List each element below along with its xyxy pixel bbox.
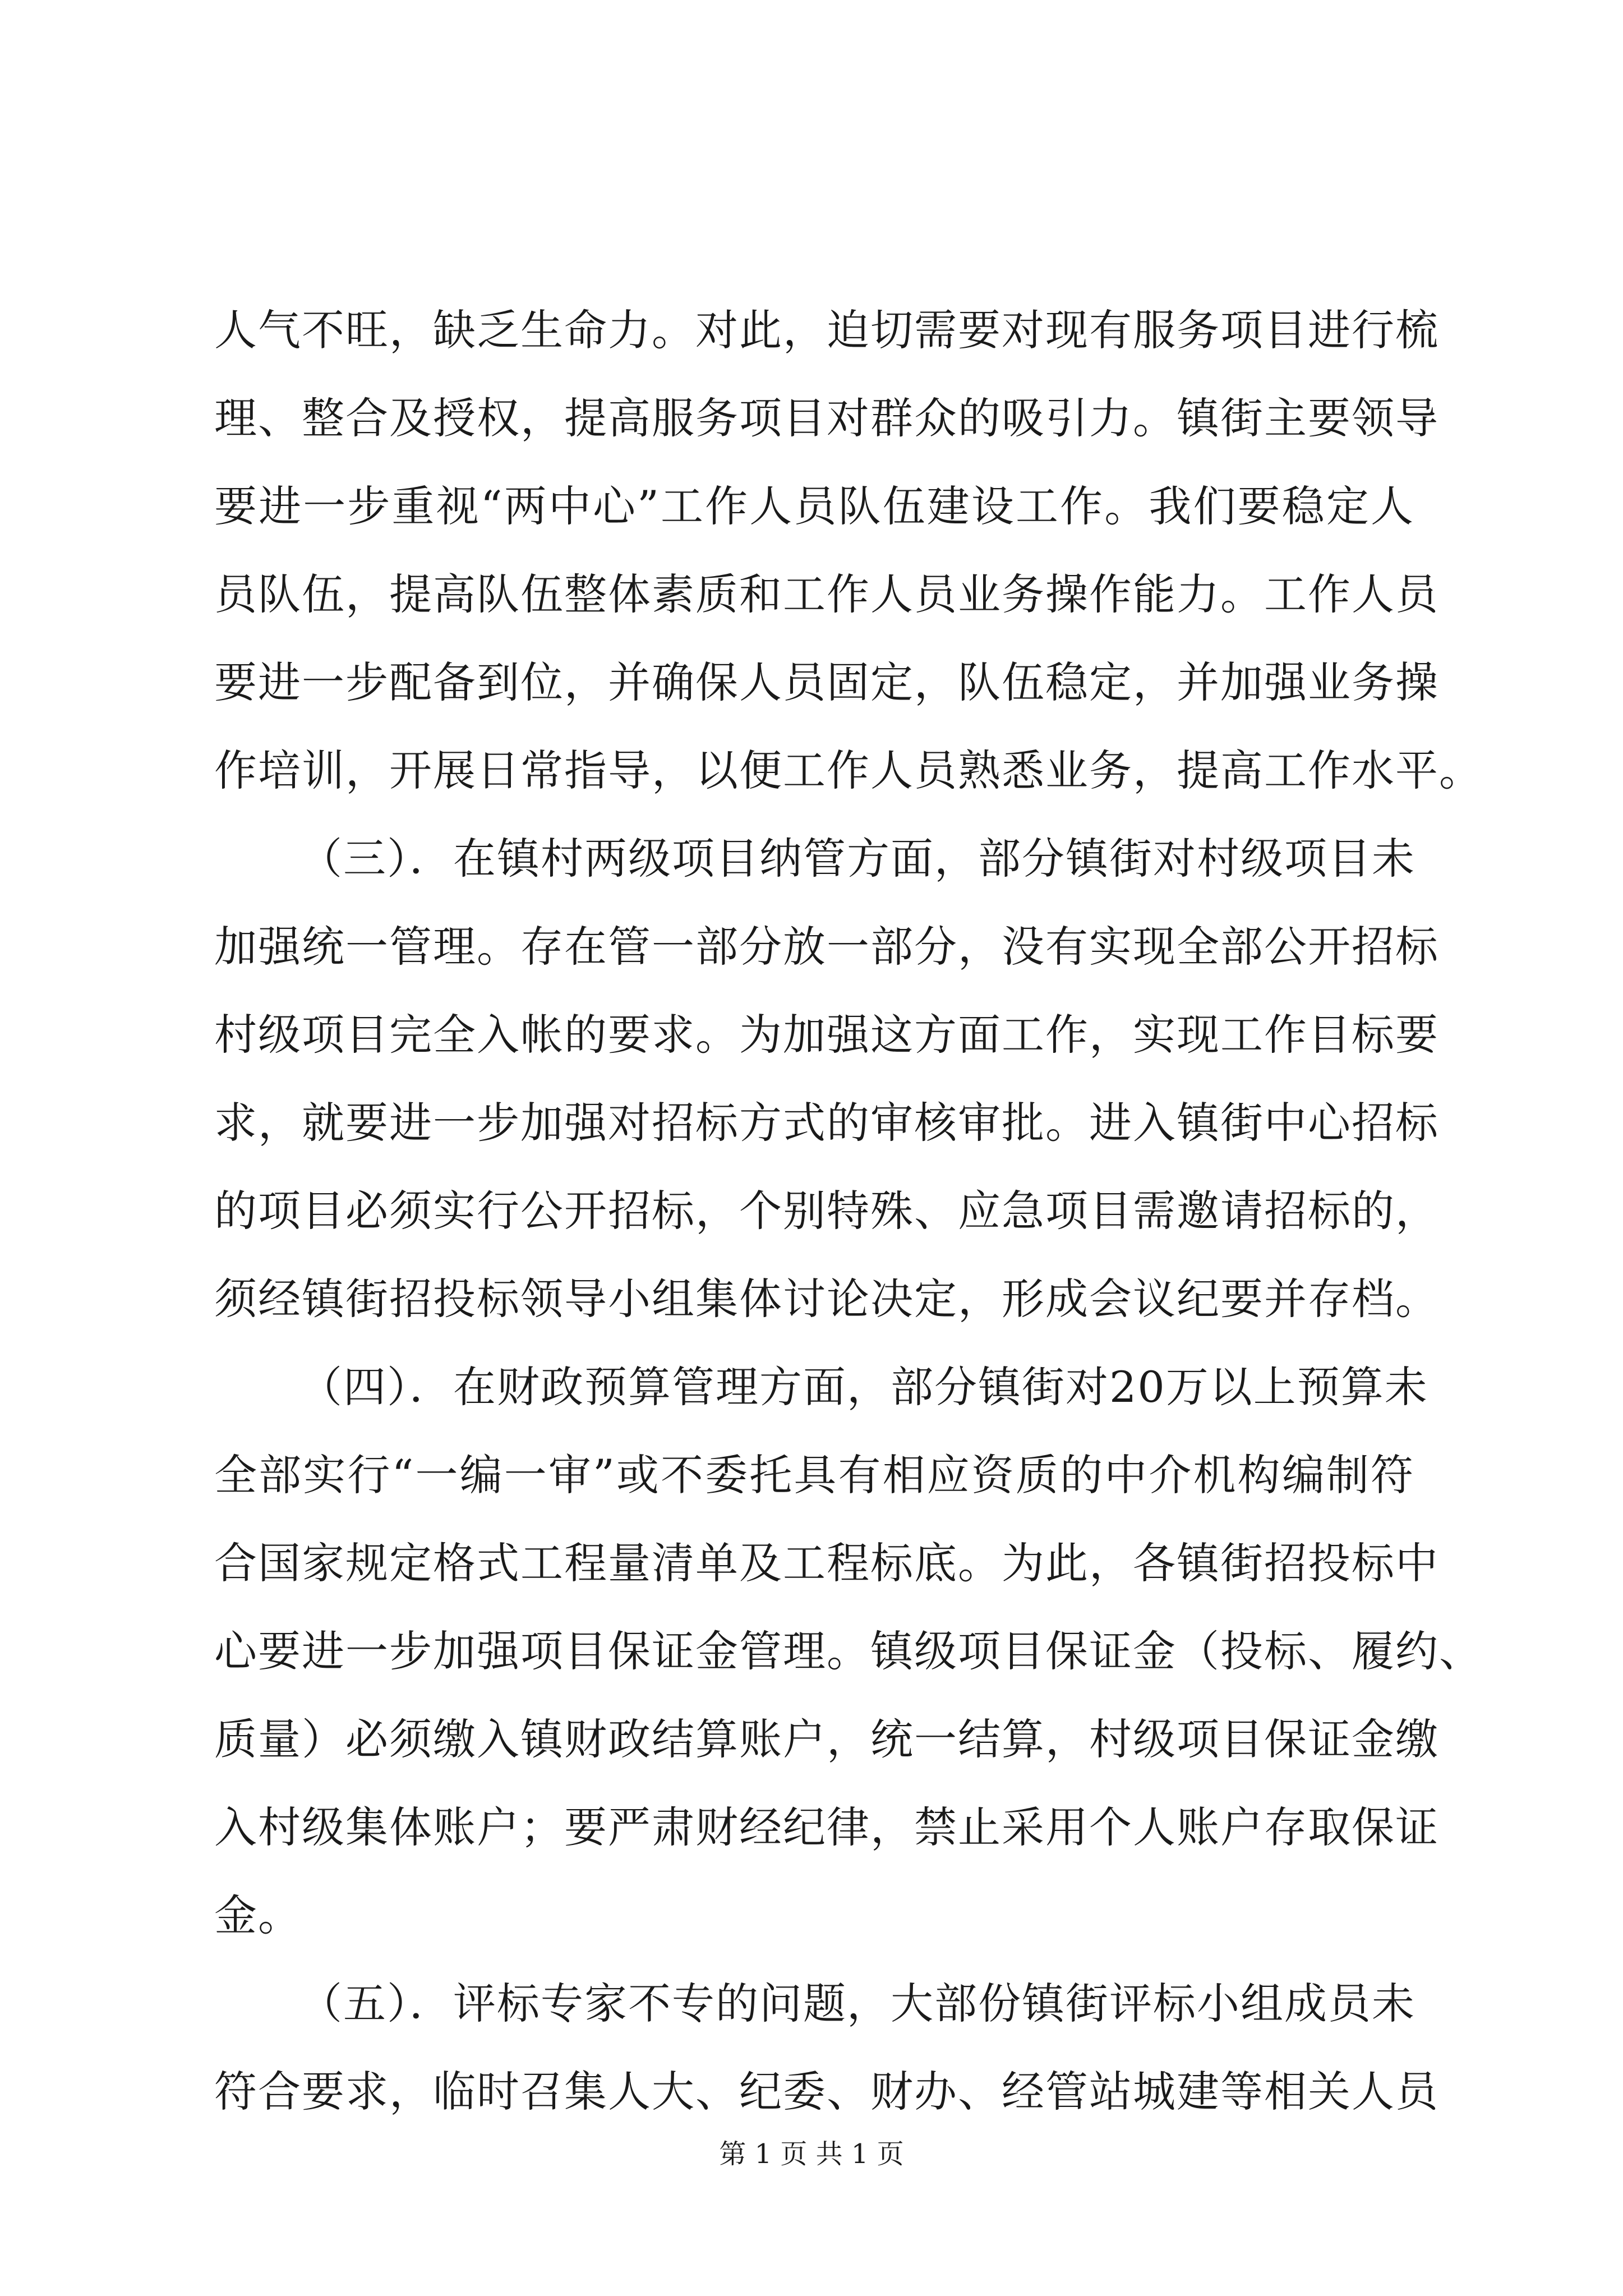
text-line: 人气不旺，缺乏生命力。对此，迫切需要对现有服务项目进行梳 <box>214 305 1439 355</box>
text-line: 要进一步重视“两中心”工作人员队伍建设工作。我们要稳定人 <box>214 481 1414 531</box>
text-line: 全部实行“一编一审”或不委托具有相应资质的中介机构编制符 <box>214 1450 1414 1500</box>
page-footer: 第 1 页 共 1 页 <box>719 2138 904 2170</box>
text-line: 员队伍，提高队伍整体素质和工作人员业务操作能力。工作人员 <box>214 569 1439 619</box>
text-line: 符合要求，临时召集人大、纪委、财办、经管站城建等相关人员 <box>214 2067 1439 2116</box>
text-line: 作培训，开展日常指导，以便工作人员熟悉业务，提高工作水平。 <box>214 746 1483 795</box>
text-line: 合国家规定格式工程量清单及工程标底。为此，各镇街招投标中 <box>214 1538 1439 1588</box>
text-line: 的项目必须实行公开招标，个别特殊、应急项目需邀请招标的， <box>214 1186 1439 1236</box>
paragraph-start-line: （五）．评标专家不专的问题，大部份镇街评标小组成员未 <box>299 1978 1415 2028</box>
text-line: 心要进一步加强项目保证金管理。镇级项目保证金（投标、履约、 <box>214 1626 1483 1676</box>
text-line: 村级项目完全入帐的要求。为加强这方面工作，实现工作目标要 <box>214 1010 1439 1060</box>
text-line: 金。 <box>214 1890 302 1940</box>
text-line: 要进一步配备到位，并确保人员固定，队伍稳定，并加强业务操 <box>214 657 1439 707</box>
paragraph-start-line: （三）．在镇村两级项目纳管方面，部分镇街对村级项目未 <box>299 834 1415 884</box>
text-line: 加强统一管理。存在管一部分放一部分，没有实现全部公开招标 <box>214 922 1439 972</box>
text-line: 须经镇街招投标领导小组集体讨论决定，形成会议纪要并存档。 <box>214 1274 1439 1324</box>
document-body <box>214 286 1483 2136</box>
text-line: 理、整合及授权，提高服务项目对群众的吸引力。镇街主要领导 <box>214 393 1439 443</box>
text-line: 入村级集体账户；要严肃财经纪律，禁止采用个人账户存取保证 <box>214 1802 1439 1852</box>
paragraph-start-line: （四）．在财政预算管理方面，部分镇街对20万以上预算未 <box>299 1362 1428 1412</box>
text-line: 质量）必须缴入镇财政结算账户，统一结算，村级项目保证金缴 <box>214 1714 1439 1764</box>
text-line: 求，就要进一步加强对招标方式的审核审批。进入镇街中心招标 <box>214 1098 1439 1148</box>
